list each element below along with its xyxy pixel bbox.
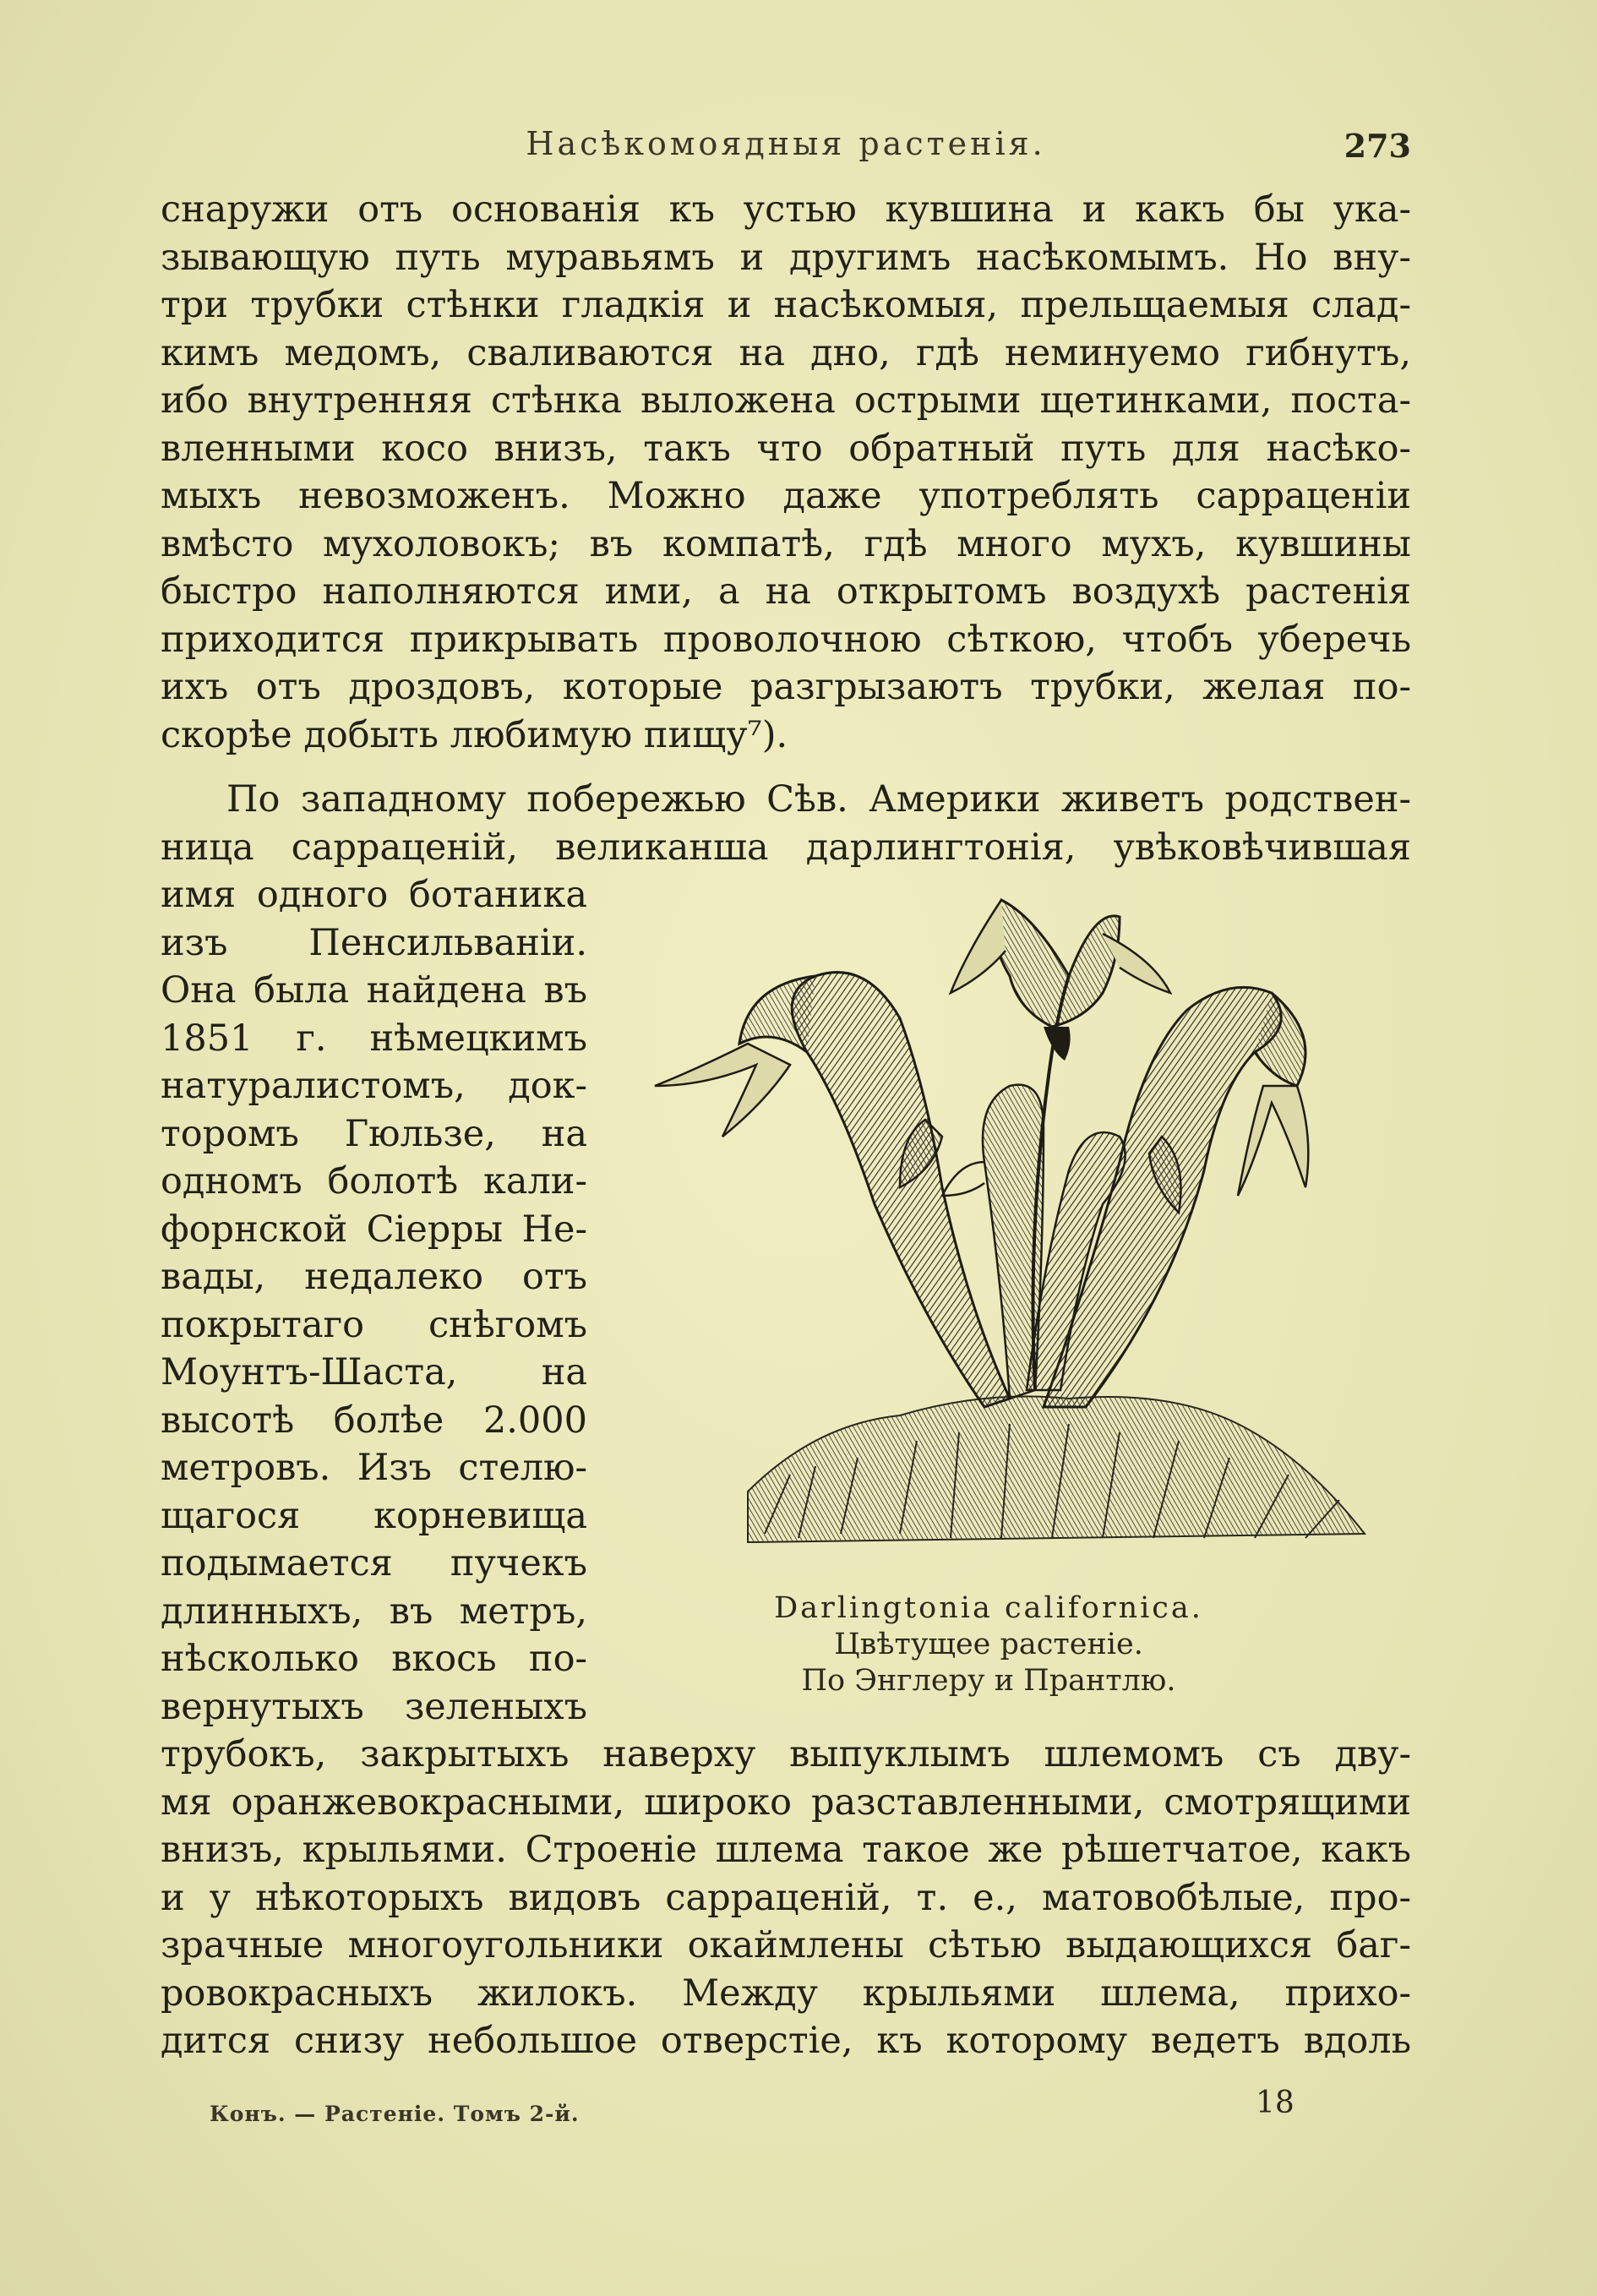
text-line: метровъ. Изъ стелю- xyxy=(161,1447,587,1489)
text-line: Моунтъ-Шаста, на xyxy=(161,1351,587,1393)
text-line: мыхъ невозможенъ. Можно даже употреблять сарраценіи xyxy=(161,475,1411,517)
text-line: три трубки стѣнки гладкія и насѣкомыя, прельщаемыя слад- xyxy=(161,284,1411,326)
text-line: имя одного ботаника xyxy=(161,874,587,916)
text-line: мя оранжевокрасными, широко разставленными, смотрящими xyxy=(161,1781,1411,1824)
text-line: внизъ, крыльями. Строеніе шлема такое же рѣшетчатое, какъ xyxy=(161,1829,1411,1871)
page-number: 273 xyxy=(1344,127,1411,165)
text-line: быстро наполняются ими, а на открытомъ воздухѣ растенія xyxy=(161,570,1411,613)
text-line: зрачные многоугольники окаймлены сѣтью выдающихся баг- xyxy=(161,1924,1411,1966)
darlingtonia-illustration-icon xyxy=(646,883,1373,1576)
text-line: торомъ Гюльзе, на xyxy=(161,1112,587,1155)
text-line: форнской Сіерры Не- xyxy=(161,1208,587,1251)
text-line: натуралистомъ, док- xyxy=(161,1065,587,1107)
figure-caption xyxy=(668,1590,1310,1699)
running-title: Насѣкомоядныя растенія. xyxy=(526,125,1046,162)
text-line: дится снизу небольшое отверстіе, къ которому ведетъ вдоль xyxy=(161,2020,1411,2062)
caption-description: Цвѣтущее растеніе. xyxy=(834,1628,1143,1661)
paragraph-2-continued xyxy=(161,1731,1411,2065)
paragraph-2-column xyxy=(161,871,587,1731)
text-line: трубокъ, закрытыхъ наверху выпуклымъ шлемомъ съ дву- xyxy=(161,1733,1411,1775)
text-line: ихъ отъ дроздовъ, которые разгрызаютъ трубки, желая по- xyxy=(161,666,1411,708)
footer-book-title: Конъ. — Растеніе. Томъ 2-й. xyxy=(210,2102,580,2126)
text-line: вады, недалеко отъ xyxy=(161,1256,587,1298)
text-line: покрытаго снѣгомъ xyxy=(161,1303,587,1346)
text-line: высотѣ болѣе 2.000 xyxy=(161,1399,587,1442)
text-line: зывающую путь муравьямъ и другимъ насѣкомымъ. Но вну- xyxy=(161,236,1411,279)
text-line: и у нѣкоторыхъ видовъ сарраценій, т. е., матовобѣлые, про- xyxy=(161,1876,1411,1919)
running-header xyxy=(161,125,1411,167)
text-line: ровокрасныхъ жилокъ. Между крыльями шлема, прихо- xyxy=(161,1972,1411,2015)
text-line: вленными косо внизъ, такъ что обратный путь для насѣко- xyxy=(161,427,1411,470)
signature-mark: 18 xyxy=(1256,2086,1294,2120)
text-line: длинныхъ, въ метръ, xyxy=(161,1590,587,1633)
paragraph-1 xyxy=(161,186,1411,759)
paragraph-2-opening xyxy=(161,776,1411,871)
text-line: щагося корневища xyxy=(161,1494,587,1537)
text-line: кимъ медомъ, сваливаются на дно, гдѣ неминуемо гибнутъ, xyxy=(161,331,1411,374)
text-line: вернутыхъ зеленыхъ xyxy=(161,1685,587,1728)
text-line: подымается пучекъ xyxy=(161,1542,587,1584)
caption-latin-name: Darlingtonia californica. xyxy=(774,1591,1203,1625)
text-line: вмѣсто мухоловокъ; въ компатѣ, гдѣ много мухъ, кувшины xyxy=(161,522,1411,565)
text-line: Она была найдена въ xyxy=(161,969,587,1012)
text-line: скорѣе добыть любимую пищу⁷). xyxy=(161,713,788,756)
text-line: приходится прикрывать проволочною сѣткою, чтобъ уберечь xyxy=(161,618,1411,661)
text-line: ница сарраценій, великанша дарлингтонія, увѣковѣчившая xyxy=(161,826,1411,869)
text-line: одномъ болотѣ кали- xyxy=(161,1160,587,1203)
text-line: нѣсколько вкось по- xyxy=(161,1638,587,1680)
text-line: ибо внутренняя стѣнка выложена острыми щетинками, поста- xyxy=(161,379,1411,422)
text-line: изъ Пенсильваніи. xyxy=(161,921,587,964)
text-line: 1851 г. нѣмецкимъ xyxy=(161,1017,587,1060)
caption-source: По Энглеру и Прантлю. xyxy=(801,1664,1176,1698)
text-line: По западному побережью Сѣв. Америки живетъ родствен- xyxy=(226,778,1411,821)
text-line: снаружи отъ основанія къ устью кувшина и какъ бы ука- xyxy=(161,188,1411,231)
